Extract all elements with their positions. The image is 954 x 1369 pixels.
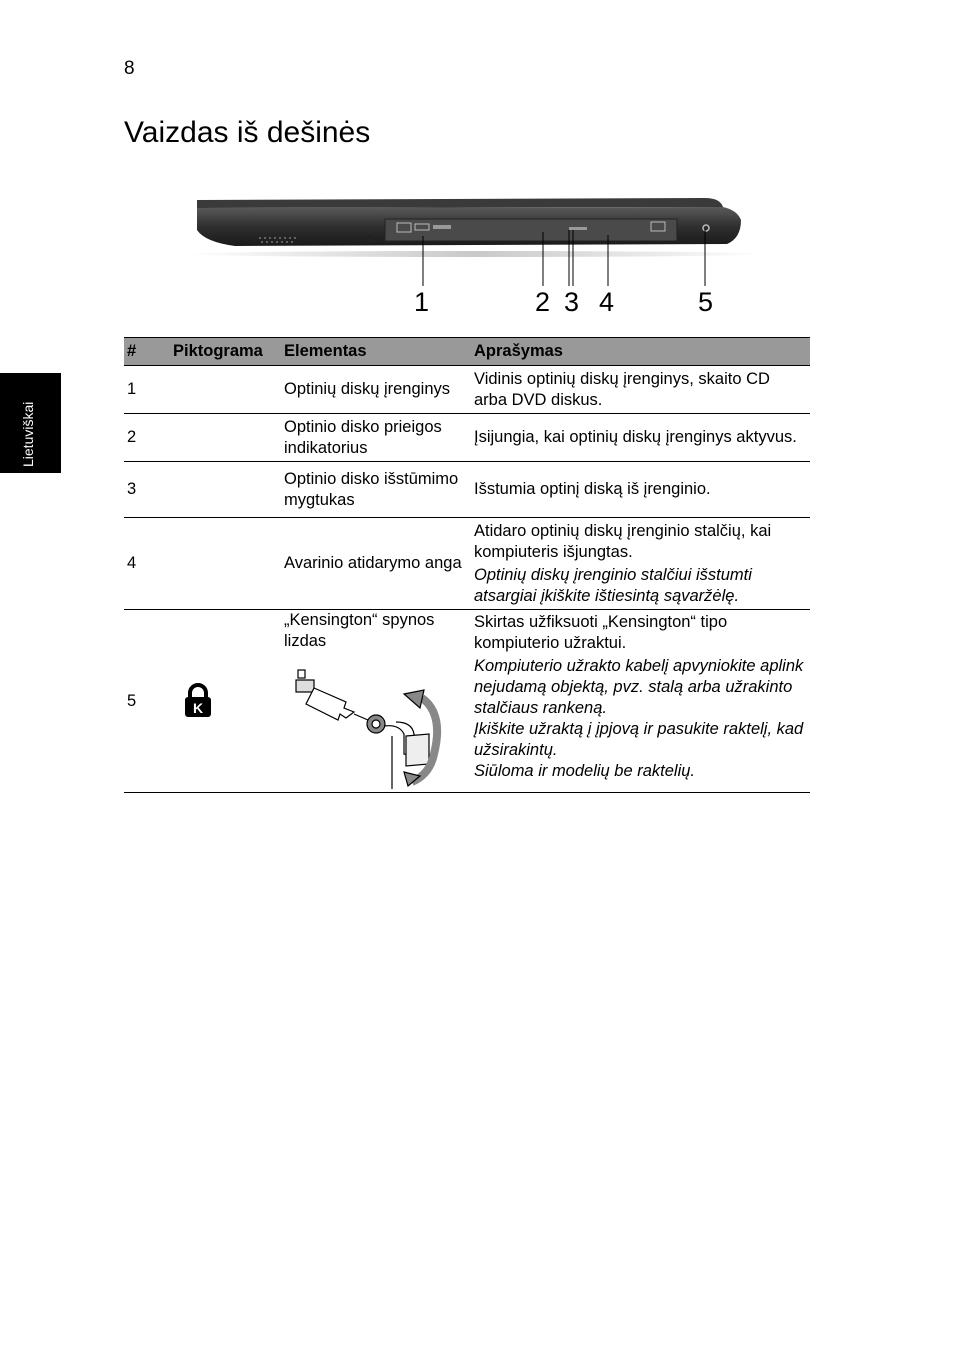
callout-2: 2 <box>535 287 551 317</box>
table-row <box>124 518 810 610</box>
table-row <box>124 610 810 793</box>
row-number: 1 <box>124 366 170 414</box>
row-element <box>281 610 471 793</box>
table-row <box>124 414 810 462</box>
description-note: Siūloma ir modelių be raktelių. <box>474 762 696 780</box>
header-description: Aprašymas <box>471 338 810 366</box>
row-description <box>471 610 810 793</box>
laptop-right-side-illustration <box>175 180 765 330</box>
description-note: Kompiuterio užrakto kabelį apvyniokite aplink nejudamą objektą, pvz. stalą arba užrakinto stalčiaus rankeną. <box>474 657 804 717</box>
callout-5: 5 <box>698 287 714 317</box>
row-element: Avarinio atidarymo anga <box>281 518 471 610</box>
table-row <box>124 462 810 518</box>
table-row <box>124 366 810 414</box>
row-number: 4 <box>124 518 170 610</box>
kensington-lock-icon <box>183 683 213 719</box>
row-icon <box>170 610 281 793</box>
row-number: 3 <box>124 462 170 518</box>
svg-text:K: K <box>192 700 204 716</box>
callout-3: 3 <box>564 287 580 317</box>
description-text: Skirtas užfiksuoti „Kensington“ tipo kompiuterio užraktui. <box>474 613 728 652</box>
page-number: 8 <box>124 58 135 79</box>
page-title: Vaizdas iš dešinės <box>124 116 371 149</box>
row-description <box>471 366 810 414</box>
header-number: # <box>124 338 170 366</box>
row-number: 5 <box>124 610 170 793</box>
row-icon <box>170 462 281 518</box>
row-icon <box>170 414 281 462</box>
row-icon <box>170 518 281 610</box>
row-element: Optinių diskų įrenginys <box>281 366 471 414</box>
description-note: Įkiškite užraktą į įpjovą ir pasukite raktelį, kad užsirakintų. <box>474 720 804 759</box>
description-text: Atidaro optinių diskų įrenginio stalčių, kai kompiuteris išjungtas. <box>474 521 772 561</box>
row-icon <box>170 366 281 414</box>
header-icon: Piktograma <box>170 338 281 366</box>
element-text: „Kensington“ spynos lizdas <box>284 611 435 650</box>
table-header-row <box>124 338 810 366</box>
description-text: Vidinis optinių diskų įrenginys, skaito CD arba DVD diskus. <box>474 369 770 409</box>
row-element: Optinio disko išstūmimo mygtukas <box>281 462 471 518</box>
description-note: Optinių diskų įrenginio stalčiui išstumti atsargiai įkiškite ištiesintą sąvaržėlę. <box>474 565 752 605</box>
row-description <box>471 518 810 610</box>
component-table <box>124 337 810 793</box>
callout-4: 4 <box>599 287 615 317</box>
language-side-tab-label: Lietuviškai <box>20 401 36 467</box>
row-description <box>471 414 810 462</box>
description-text: Išstumia optinį diską iš įrenginio. <box>474 480 711 498</box>
row-description <box>471 462 810 518</box>
description-text: Įsijungia, kai optinių diskų įrenginys aktyvus. <box>474 428 797 446</box>
callout-1: 1 <box>414 287 430 317</box>
header-element: Elementas <box>281 338 471 366</box>
row-element: Optinio disko prieigos indikatorius <box>281 414 471 462</box>
row-number: 2 <box>124 414 170 462</box>
lock-cable-illustration <box>284 664 444 789</box>
